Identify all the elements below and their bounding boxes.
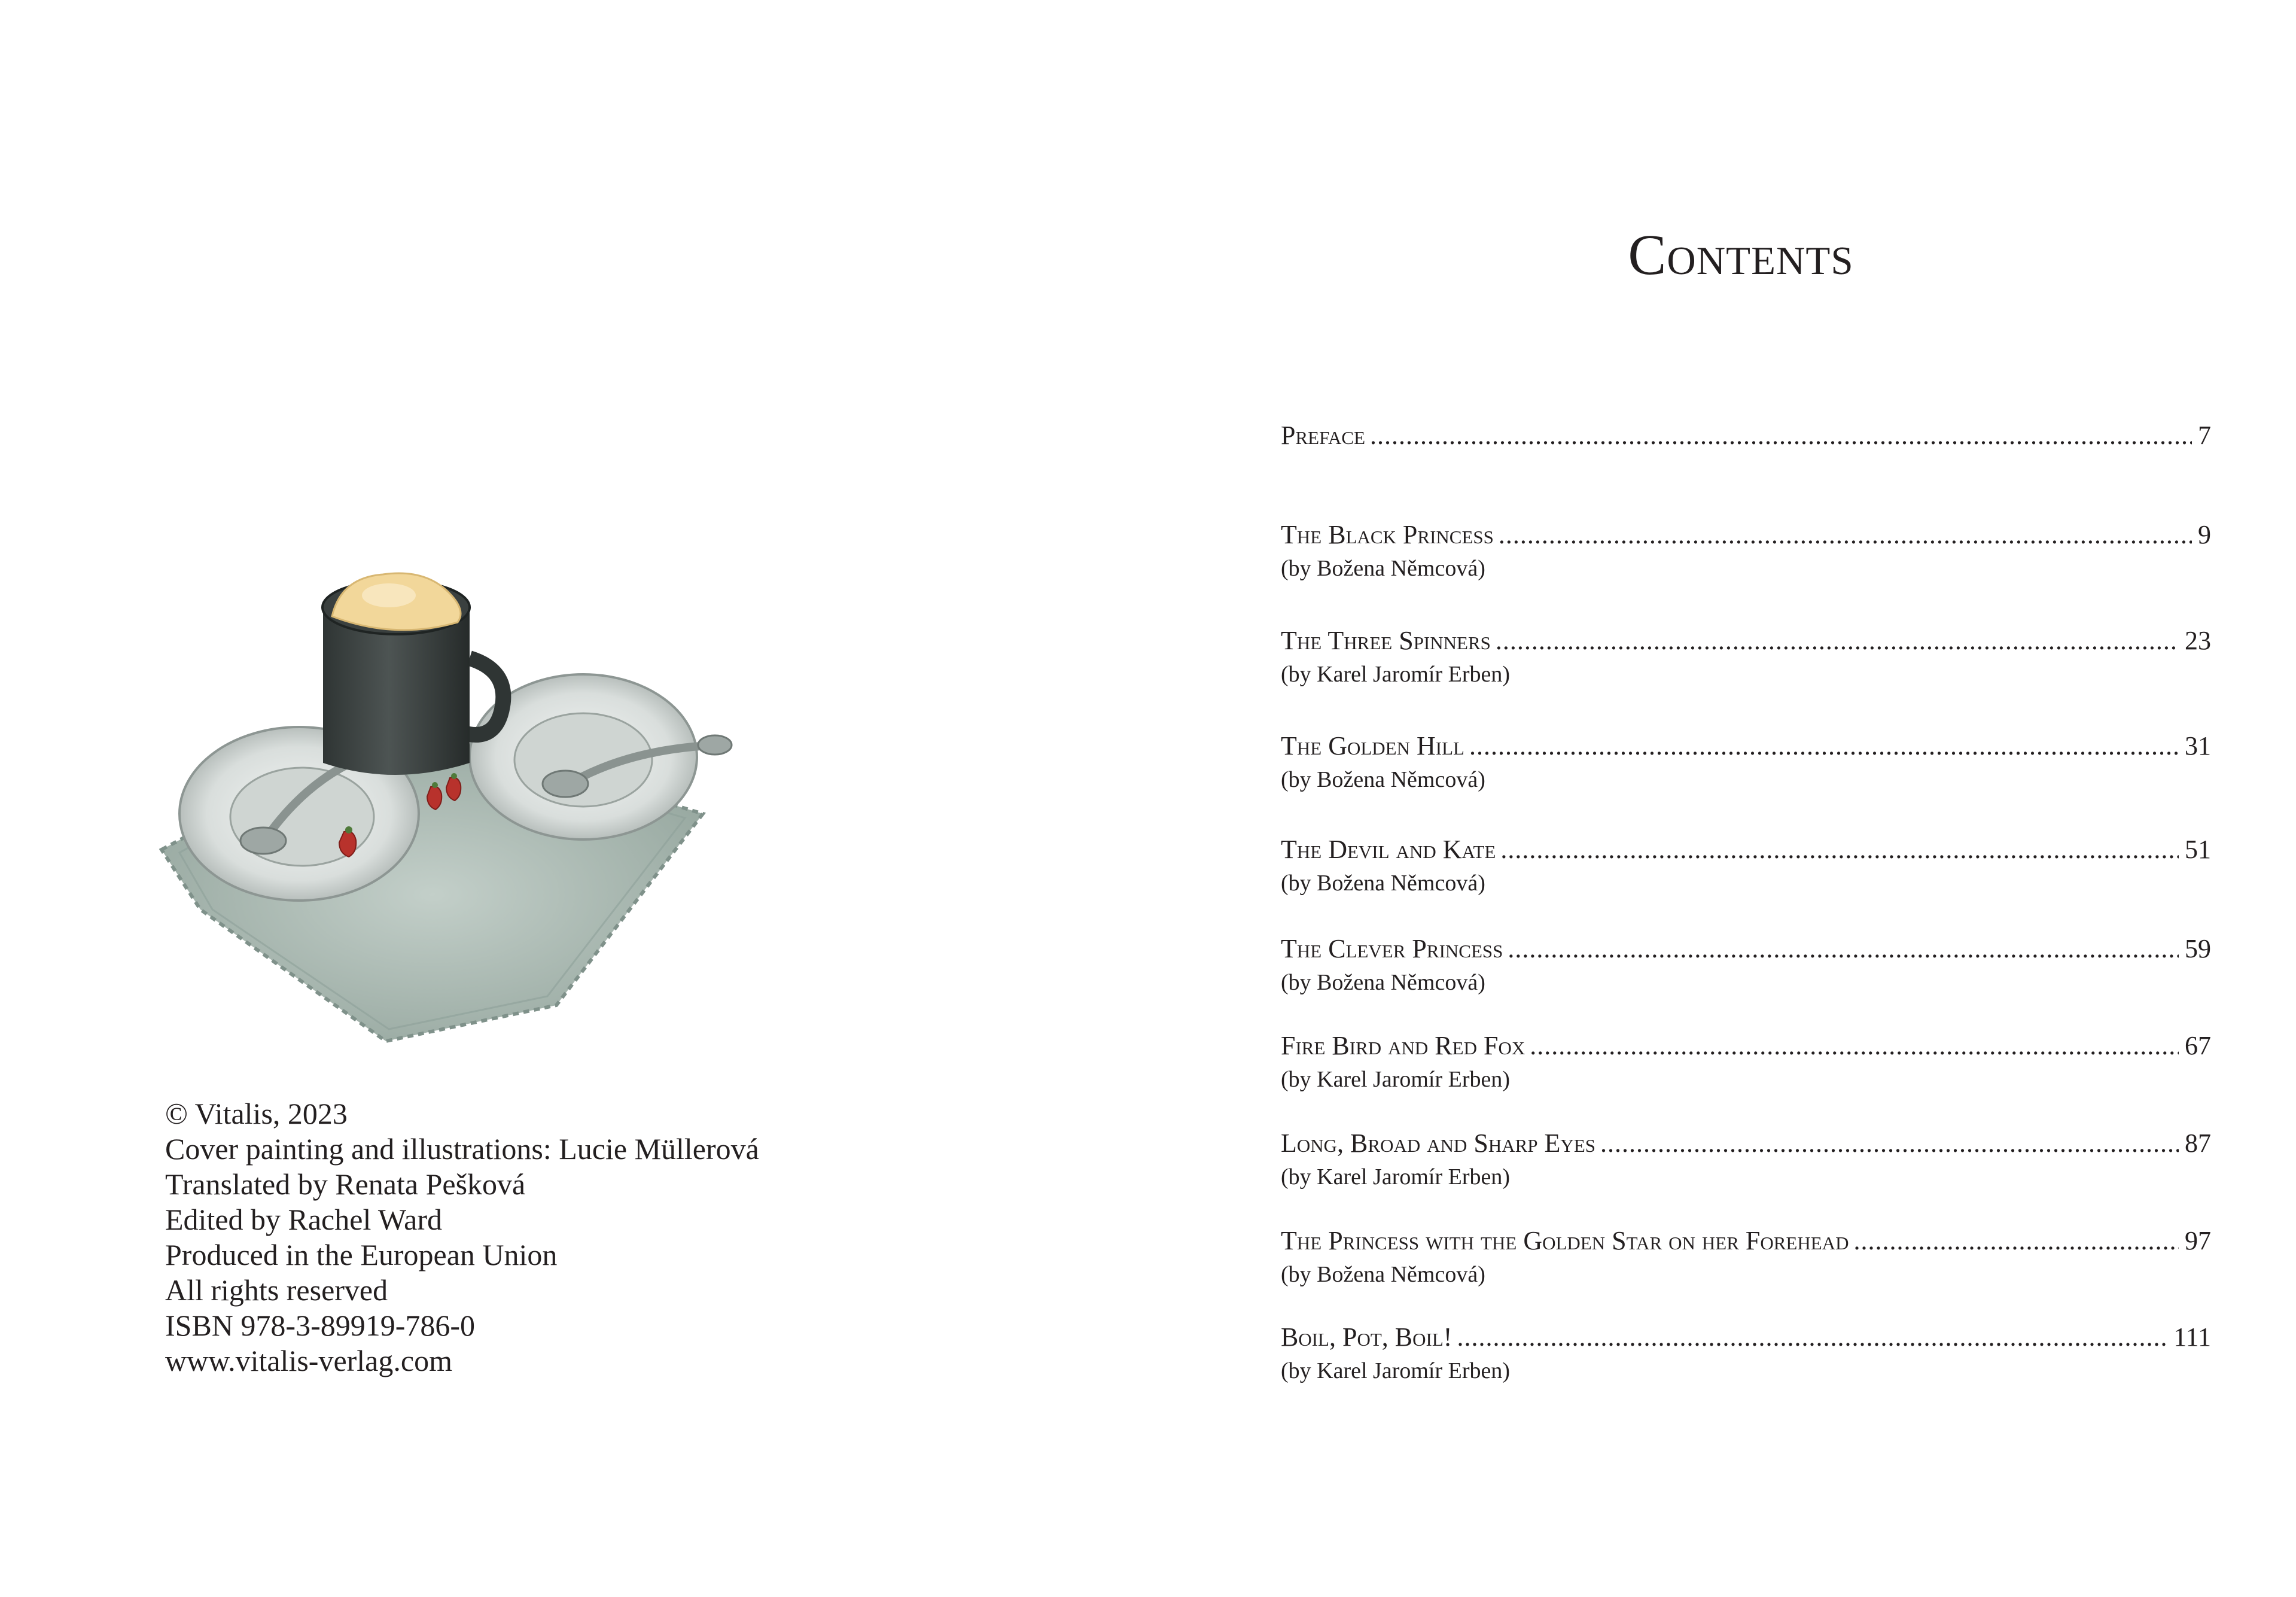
toc-entry-three-spinners [1281, 624, 2211, 691]
copyright-line: © Vitalis, 2023 [165, 1097, 348, 1130]
toc-leader-dots [1530, 1029, 2179, 1063]
toc-entry-sharp-eyes [1281, 1127, 2211, 1194]
toc-author: (by Božena Němcová) [1281, 871, 1485, 896]
toc-title: The Black Princess [1281, 520, 1494, 549]
website-line: www.vitalis-verlag.com [165, 1344, 452, 1377]
toc-entry-golden-hill [1281, 729, 2211, 796]
toc-page-number: 7 [2198, 421, 2211, 450]
toc-entry-devil-and-kate [1281, 833, 2211, 900]
toc-title: Boil, Pot, Boil! [1281, 1322, 1452, 1352]
toc-page-number: 111 [2173, 1322, 2211, 1352]
toc-title: The Devil and Kate [1281, 835, 1496, 864]
toc-page-number: 31 [2185, 731, 2211, 761]
toc-entry-preface [1281, 419, 2211, 452]
illustrator-credit: Cover painting and illustrations: Lucie Müllerová [165, 1132, 759, 1166]
toc-page-number: 97 [2185, 1226, 2211, 1255]
tableware-illustration-icon [144, 550, 736, 1047]
toc-leader-dots [1496, 624, 2179, 658]
toc-author: (by Božena Němcová) [1281, 1262, 1485, 1287]
toc-title: The Golden Hill [1281, 731, 1464, 761]
toc-page-number: 87 [2185, 1128, 2211, 1158]
toc-title: The Three Spinners [1281, 626, 1491, 655]
toc-author: (by Karel Jaromír Erben) [1281, 662, 1511, 687]
toc-author: (by Karel Jaromír Erben) [1281, 1358, 1511, 1383]
editor-credit: Edited by Rachel Ward [165, 1203, 442, 1236]
toc-entry-boil-pot-boil [1281, 1321, 2211, 1388]
toc-entry-fire-bird [1281, 1029, 2211, 1096]
toc-leader-dots [1499, 518, 2192, 552]
toc-title: Long, Broad and Sharp Eyes [1281, 1128, 1595, 1158]
toc-page-number: 59 [2185, 934, 2211, 963]
toc-author: (by Božena Němcová) [1281, 970, 1485, 995]
toc-entry-golden-star [1281, 1224, 2211, 1291]
toc-author: (by Karel Jaromír Erben) [1281, 1164, 1511, 1190]
imprint-block [165, 1096, 943, 1379]
toc-leader-dots [1370, 419, 2192, 452]
toc-page-number: 23 [2185, 626, 2211, 655]
toc-leader-dots [1600, 1127, 2179, 1160]
rights-note: All rights reserved [165, 1273, 388, 1307]
production-note: Produced in the European Union [165, 1238, 558, 1271]
toc-title: Preface [1281, 421, 1366, 450]
toc-entry-black-princess [1281, 518, 2211, 585]
toc-author: (by Karel Jaromír Erben) [1281, 1067, 1511, 1092]
contents-heading: Contents [1628, 223, 1854, 287]
toc-leader-dots [1469, 729, 2179, 763]
toc-author: (by Božena Němcová) [1281, 556, 1485, 581]
toc-leader-dots [1508, 932, 2179, 966]
toc-author: (by Božena Němcová) [1281, 767, 1485, 792]
toc-page-number: 67 [2185, 1031, 2211, 1060]
toc-leader-dots [1457, 1321, 2167, 1354]
toc-leader-dots [1500, 833, 2179, 866]
translator-credit: Translated by Renata Pešková [165, 1167, 526, 1201]
toc-leader-dots [1853, 1224, 2179, 1258]
illustration-image [144, 550, 736, 1047]
toc-title: The Clever Princess [1281, 934, 1503, 963]
toc-title: The Princess with the Golden Star on her Forehead [1281, 1226, 1849, 1255]
toc-title: Fire Bird and Red Fox [1281, 1031, 1525, 1060]
isbn-line: ISBN 978-3-89919-786-0 [165, 1309, 476, 1342]
toc-page-number: 51 [2185, 835, 2211, 864]
toc-entry-clever-princess [1281, 932, 2211, 999]
toc-page-number: 9 [2198, 520, 2211, 549]
